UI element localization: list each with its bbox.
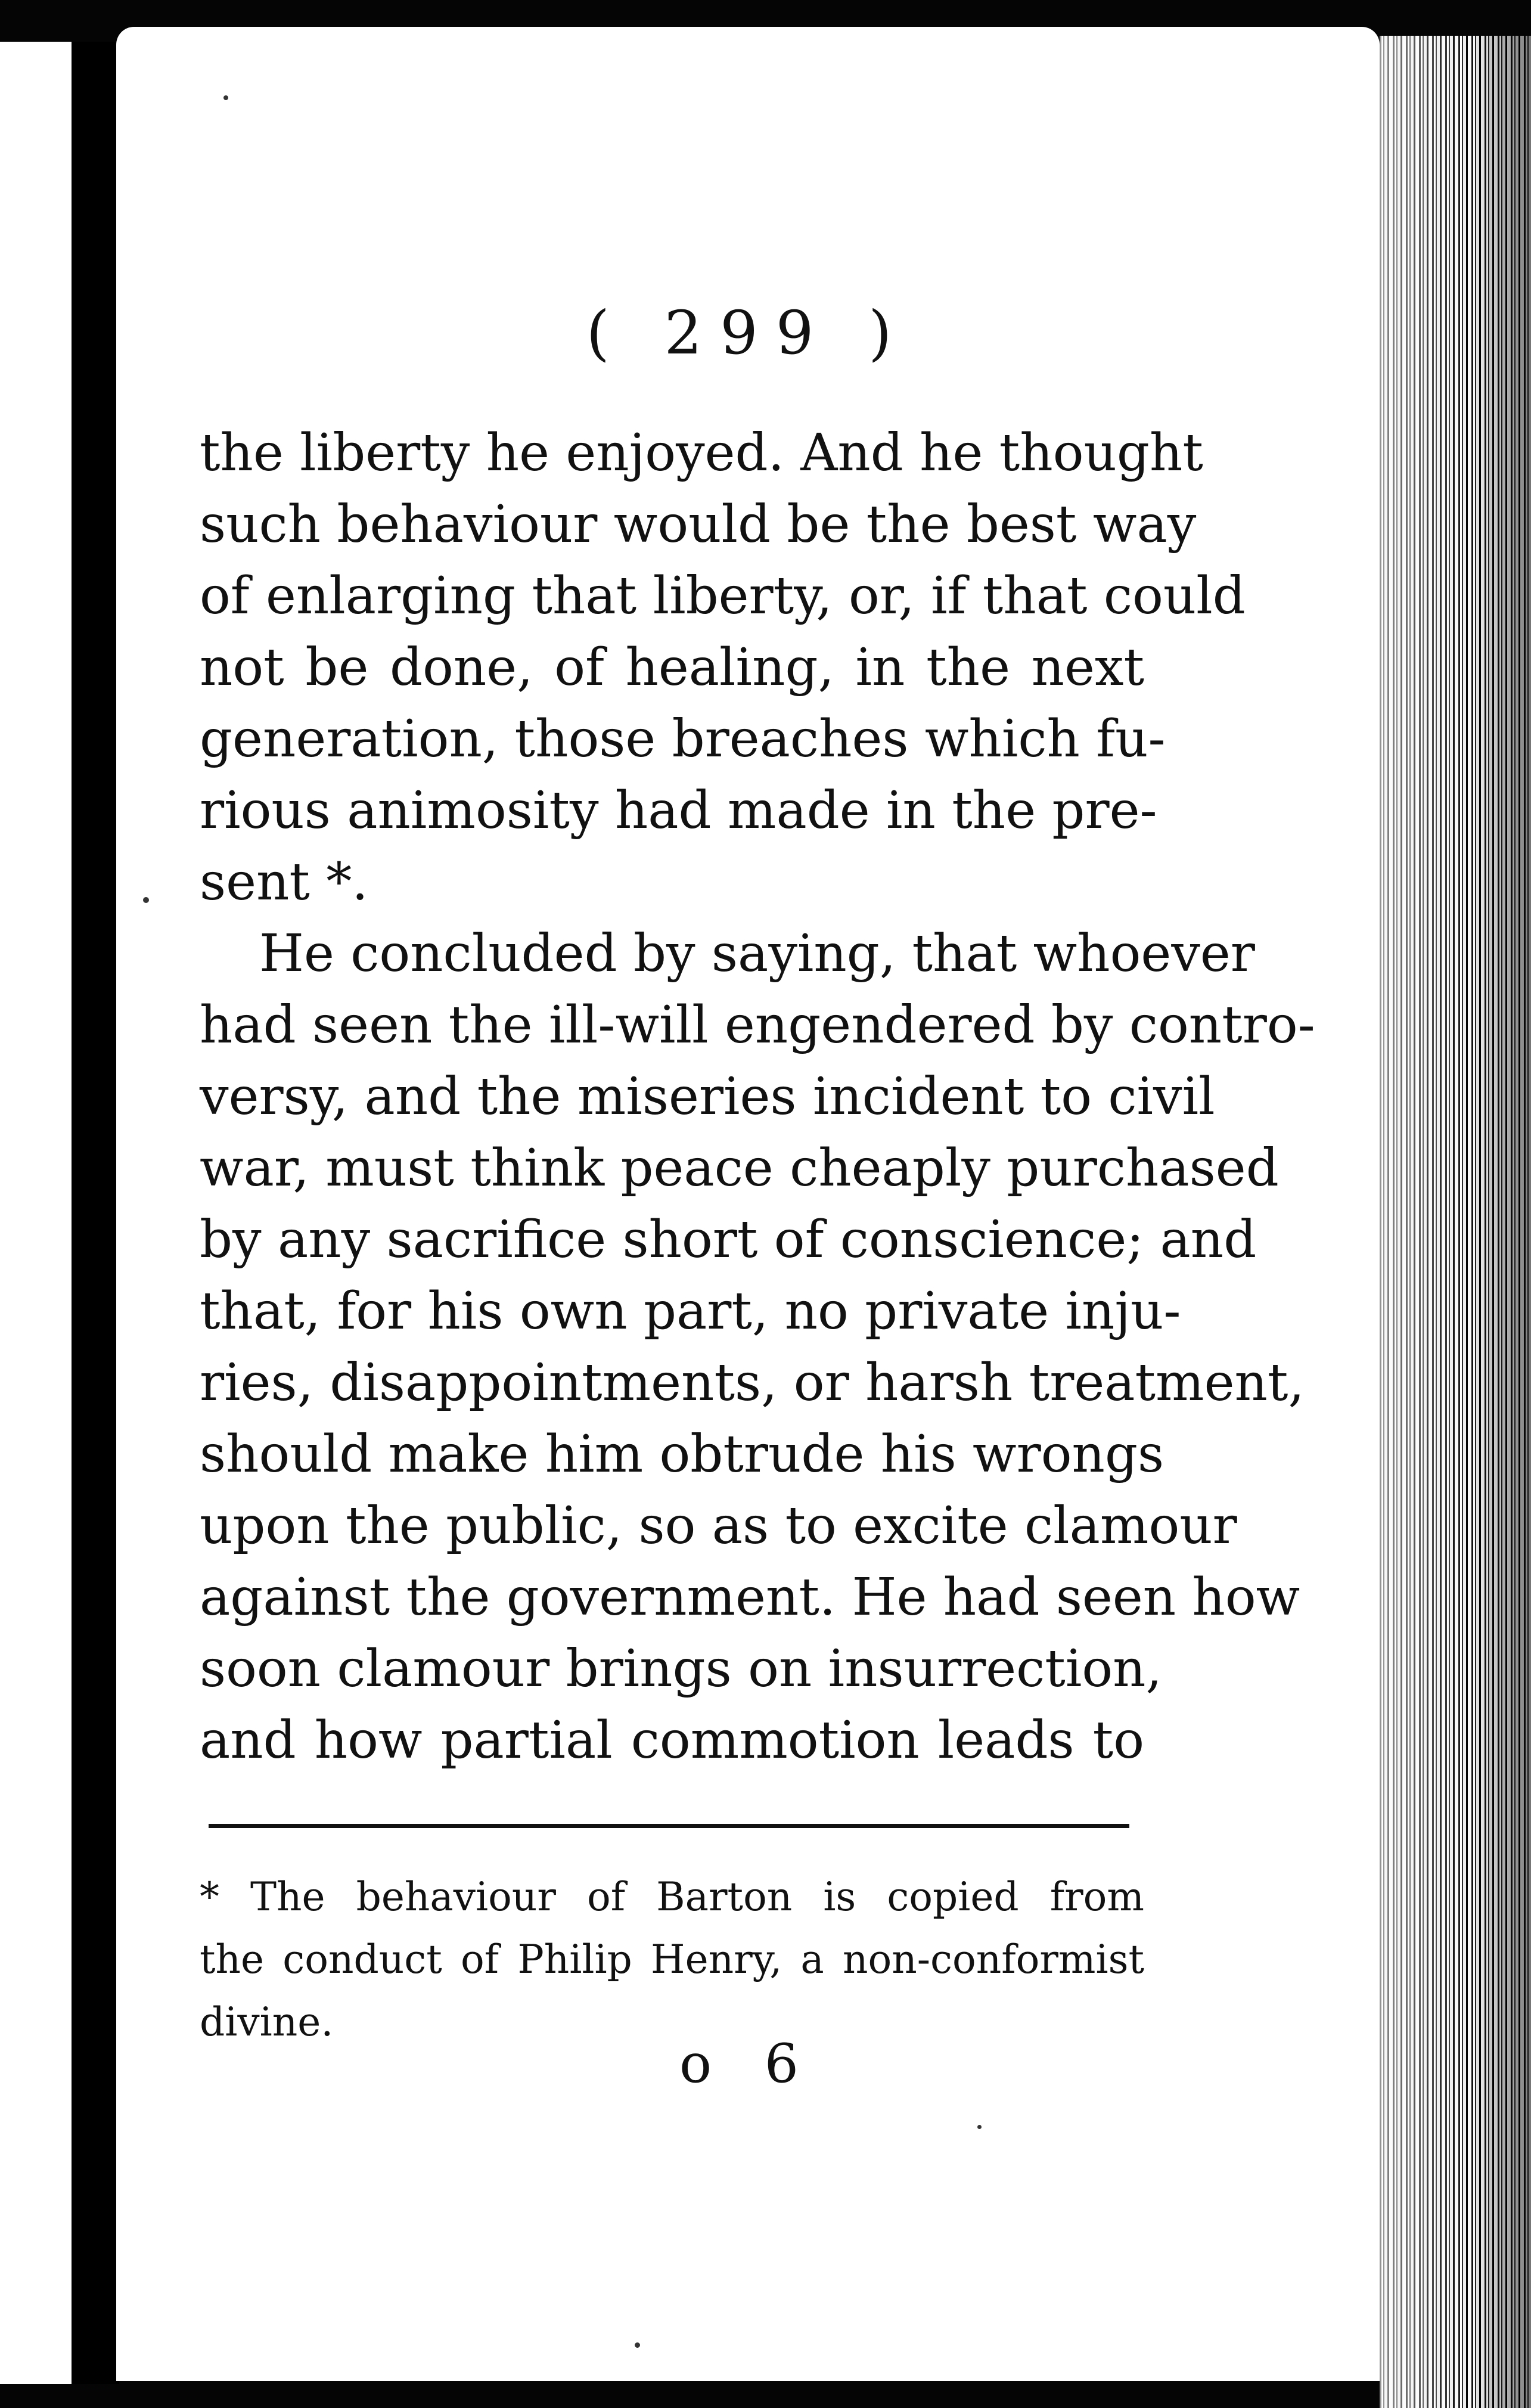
text-line: of enlarging that liberty, or, if that could <box>200 566 1246 626</box>
text-line: the liberty he enjoyed. And he thought <box>200 423 1203 483</box>
paper-speck <box>635 2342 640 2348</box>
text-line: not be done, of healing, in the next <box>200 638 1144 697</box>
text-line: sent *. <box>200 852 368 912</box>
page-fore-edge-shading <box>1380 36 1531 2408</box>
footnote-line: divine. <box>200 1999 334 2045</box>
paper-speck <box>143 897 149 903</box>
text-line: versy, and the miseries incident to civil <box>200 1067 1215 1127</box>
footnote-rule <box>209 1824 1129 1828</box>
text-line: ries, disappointments, or harsh treatment, <box>200 1353 1305 1413</box>
paragraph-1 <box>200 417 1246 918</box>
paper-speck <box>977 2125 982 2129</box>
text-line: that, for his own part, no private inju- <box>200 1281 1181 1341</box>
text-line: and how partial commotion leads to <box>200 1711 1144 1770</box>
body-text <box>200 417 1315 1776</box>
book-gutter <box>72 42 119 2384</box>
text-line: should make him obtrude his wrongs <box>200 1425 1164 1484</box>
footnote-line: * The behaviour of Barton is copied from <box>200 1874 1144 1920</box>
text-line: against the government. He had seen how <box>200 1568 1300 1627</box>
footnote <box>200 1866 1144 2053</box>
paper-speck <box>223 95 228 100</box>
text-line: upon the public, so as to excite clamour <box>200 1496 1237 1556</box>
text-line: He concluded by saying, that whoever <box>259 924 1255 983</box>
text-line: rious animosity had made in the pre- <box>200 781 1157 840</box>
text-line: had seen the ill-will engendered by contro- <box>200 995 1315 1055</box>
text-line: generation, those breaches which fu- <box>200 709 1166 769</box>
page-number-header: ( 299 ) <box>586 298 910 368</box>
facing-page-edge <box>0 42 72 2384</box>
text-line: by any sacrifice short of conscience; and <box>200 1210 1257 1270</box>
printer-signature-mark: o 6 <box>679 2032 817 2095</box>
text-line: war, must think peace cheaply purchased <box>200 1138 1279 1198</box>
paragraph-2 <box>200 918 1315 1776</box>
text-line: such behaviour would be the best way <box>200 495 1197 554</box>
text-line: soon clamour brings on insurrection, <box>200 1639 1162 1699</box>
footnote-line: the conduct of Philip Henry, a non-conformist <box>200 1937 1144 1982</box>
